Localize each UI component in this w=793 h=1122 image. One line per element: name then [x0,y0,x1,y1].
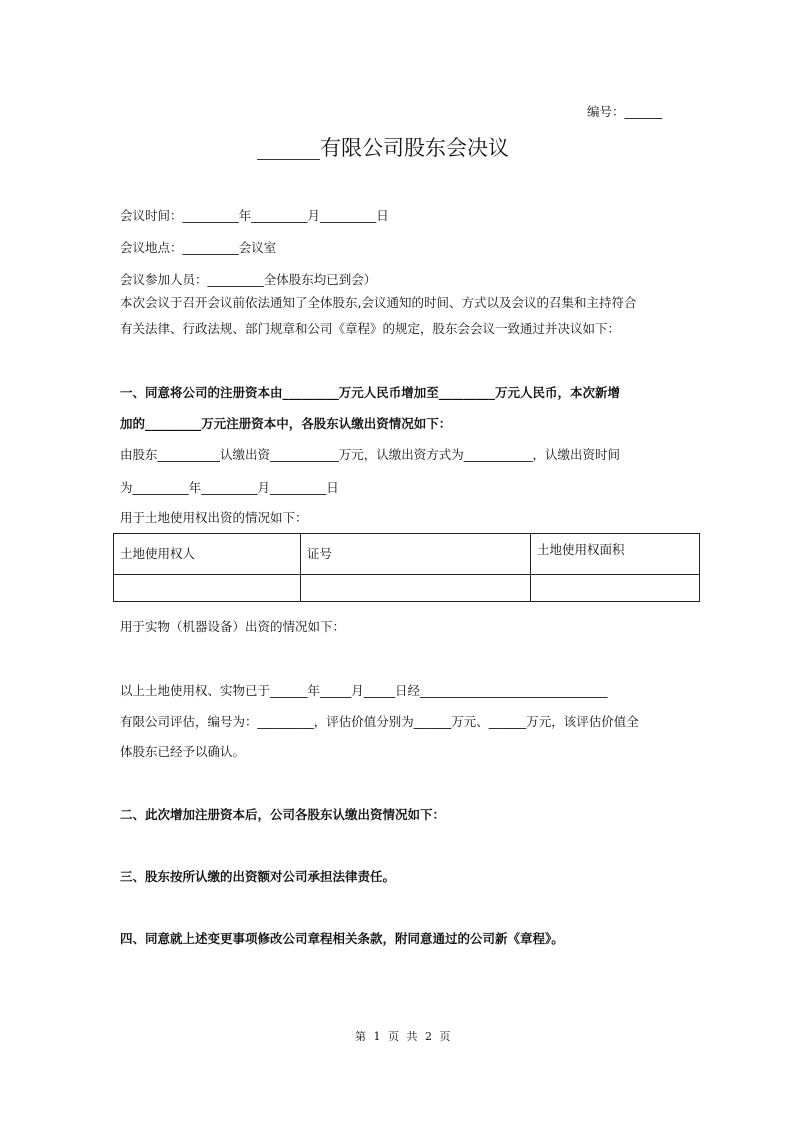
resolution-2: 二、此次增加注册资本后，公司各股东认缴出资情况如下： [120,807,446,822]
table-row [114,575,700,602]
physical-contribution-intro: 用于实物（机器设备）出资的情况如下： [120,619,346,634]
land-contribution-intro: 用于土地使用权出资的情况如下： [120,510,308,525]
resolution-4: 四、同意就上述变更事项修改公司章程相关条款，附同意通过的公司新《章程》。 [120,931,564,946]
meeting-time: 会议时间：_________年_________月_________日 [120,208,389,223]
land-use-table [113,533,700,602]
evaluation-line2: 有限公司评估，编号为：_________，评估价值分别为______万元、______万元，该评估价值全 [120,714,639,729]
evaluation-line3: 体股东已经予以确认。 [120,744,246,759]
resolution-3: 三、股东按所认缴的出资额对公司承担法律责任。 [120,869,396,884]
evaluation-line1: 以上土地使用权、实物已于______年_____月_____日经______________________________ [120,683,608,698]
meeting-intro-line1: 本次会议于召开会议前依法通知了全体股东,会议通知的时间、方式以及会议的召集和主持符合 [120,295,637,310]
meeting-attendees: 会议参加人员：_________全体股东均已到会） [120,272,377,287]
resolution-1-line1: 一、同意将公司的注册资本由_________万元人民币增加至_________万元人民币，本次新增 [120,385,621,400]
table-cell [114,575,301,602]
page-footer: 第 1 页 共 2 页 [355,1030,453,1043]
table-header-row [114,534,700,575]
table-header-cell: 土地使用权人 [114,534,301,575]
subscription-line2: 为_________年_________月_________日 [120,480,339,495]
resolution-1-line2: 加的_________万元注册资本中，各股东认缴出资情况如下： [120,416,452,431]
meeting-intro-line2: 有关法律、行政法规、部门规章和公司《章程》的规定，股东会会议一致通过并决议如下： [120,321,621,336]
table-header-cell: 证号 [301,534,531,575]
document-number: 编号：______ [587,104,663,119]
meeting-place: 会议地点：_________会议室 [120,240,277,255]
subscription-line1: 由股东__________认缴出资___________万元，认缴出资方式为___________，认缴出资时间 [120,447,621,462]
table-cell [301,575,531,602]
page-title: ______有限公司股东会决议 [257,136,509,160]
table-cell [531,575,700,602]
table-header-cell: 土地使用权面积 [531,534,700,575]
